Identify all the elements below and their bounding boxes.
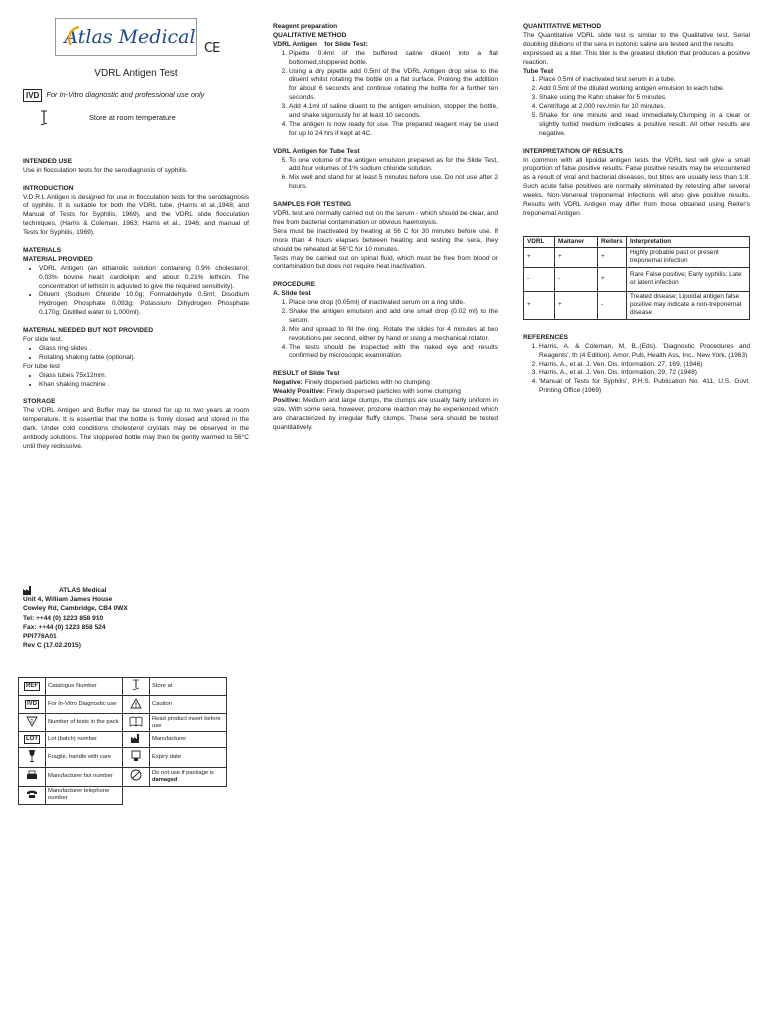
result-weak-label: Weakly Positive: [273, 388, 325, 396]
list-item: 6. Mix well and stand for at least 5 minutes before use. Do not use after 2 hours. [289, 174, 498, 192]
references-heading: REFERENCES [523, 333, 569, 341]
samples-para: VDRL test are normally carried out on the serum - which should be clear, and free from bacterial contamination or obvious haemolysis. [273, 210, 498, 226]
qualitative-heading: QUALITATIVE METHOD [273, 31, 347, 39]
table-cell: + [598, 247, 627, 267]
lot-icon: LOT [26, 736, 38, 743]
slide-items-list [23, 345, 249, 363]
list-item: 2. Using a dry pipette add 0.5ml of the VDRL Antigen drop wise to the diluent whilst rotating the bottle on a flat surface. Prolong the addition for about 6 seconds and continue rotating the bottle for a further ten seconds. [289, 68, 498, 104]
document-title: VDRL Antigen Test [94, 68, 178, 79]
table-cell [19, 696, 46, 714]
table-cell [150, 768, 227, 786]
storage-text: The VDRL Antigen and Buffer may be stored for up to two years at room temperature. It is essential that the bottle is firmly closed and stored in the dark. Under cold conditions cholesterol crystals may be observed in the antibody solutions. The stoppered bottle may then be gently warmed to 56°C until they redissolve. [23, 407, 249, 450]
table-cell [123, 732, 150, 748]
factory-icon [131, 734, 141, 743]
list-item: 1. Place 0.5ml of inactivated test serum in a tube. [539, 76, 750, 85]
result-positive-text: Medium and large clumps, the clumps are usually fairly uniform in size. With some sera, however, prozone reaction may be experienced which are characterized by irregular fluffy clumps. These sera should be tested quantitatively. [273, 397, 498, 431]
table-header: Reiters [598, 236, 627, 247]
table-row [19, 786, 227, 804]
glass-icon [28, 749, 36, 763]
table-cell: Catalogue Number [46, 678, 123, 696]
list-item: 2. Add 0.5ml of the diluted working antigen emulsion to each tube. [539, 85, 750, 94]
table-cell: Treated disease; Lipoidal antigen false positive may indicate a non-treponemal disease [627, 291, 750, 319]
list-item: • Khan shaking machine . [39, 381, 249, 390]
list-item: • Glass tubes 75x12mm. [39, 372, 249, 381]
table-cell: + [555, 247, 598, 267]
table-header: Interpretation [627, 236, 750, 247]
list-item: 4. The tests should be inspected with the naked eye and results confirmed by microscopic examination. [289, 344, 498, 362]
vdrl-slide-heading: VDRL Antigen for Slide Test: [273, 40, 368, 48]
manufacturer-line: Tel: ++44 (0) 1223 858 910 [23, 614, 104, 622]
phone-icon [26, 789, 38, 799]
table-cell: For In-Vitro Diagnostic use [46, 696, 123, 714]
materials-provided-heading: MATERIAL PROVIDED [23, 255, 93, 263]
introduction-heading: INTRODUCTION [23, 184, 74, 192]
manufacturer-line: Rev C (17.02.2015) [23, 642, 81, 650]
slide-test-label: For slide test. [23, 335, 63, 343]
table-row [524, 247, 750, 267]
references-list [523, 343, 750, 396]
list-item: 2. Harris, A., et al. J. Ven. Dis. Information. 27, 169, (1946) [539, 361, 750, 370]
not-provided-heading: MATERIAL NEEDED BUT NOT PROVIDED [23, 327, 154, 335]
table-cell: + [555, 291, 598, 319]
table-cell: Manufacturer fax number [46, 768, 123, 786]
result-heading: RESULT of Slide Test [273, 370, 340, 378]
table-cell [123, 748, 150, 768]
list-item: 2. Shake the antigen emulsion and add one small drop (0.02 ml) to the serum. [289, 308, 498, 326]
table-cell: Store at [150, 678, 227, 696]
samples-para: Sera must be inactivated by heating at 56 C for 30 minutes before use. If more than 4 hours elapses between heating and testing the sera, they should be reheated at 56°C for 10 minutes. [273, 227, 498, 253]
manufacturer-line: Unit 4, William James House [23, 596, 113, 604]
manufacturer-line: Cowley Rd, Cambridge, CB4 0WX [23, 605, 128, 613]
table-cell: + [598, 267, 627, 291]
column-middle [273, 23, 498, 433]
table-cell [19, 732, 46, 748]
table-row [19, 768, 227, 786]
brand-name: Atlas Medical [64, 25, 196, 48]
list-item: 4. 'Manual of Tests for Syphilis', P.H.S. Publication No. 411, U.S. Govt. Printing Office (1969) [539, 378, 750, 396]
result-positive-label: Positive: [273, 397, 301, 404]
manufacturer-name: ATLAS Medical [59, 587, 107, 594]
list-item: • Diluent (Sodium Chloride 10.0g; Formaldehyde 0.5ml; Disodium Hydrogen Phosphate 0.093g; Potassium Dihydrogen Phosphate 0.170g; Distilled water to 1,000ml). [39, 291, 249, 318]
factory-icon [23, 586, 33, 595]
list-item: • Glass ring slides . [39, 345, 249, 354]
damaged-text: damaged [152, 777, 178, 783]
ref-icon: REF [26, 683, 38, 690]
table-cell: Manufacturer [150, 732, 227, 748]
sigma-icon [26, 716, 38, 727]
brand-logo [55, 18, 197, 56]
table-cell: + [524, 247, 555, 267]
table-row [19, 678, 227, 696]
storage-note: Store at room temperature [89, 113, 176, 123]
table-cell: Expiry date [150, 748, 227, 768]
tube-items-list [23, 372, 249, 390]
list-item: • VDRL Antigen (an ethanolic solution containing 0.9% cholesterol; 0.03% bovine heart cardiolipin and about 0.21% lethicin. The concentration of lethicin is adjusted to give the required sensitivity). [39, 265, 249, 292]
table-cell: Rare False positive; Early syphilis; Late or latent infection [627, 267, 750, 291]
table-cell [19, 748, 46, 768]
table-row [524, 267, 750, 291]
thermometer-icon [132, 679, 140, 691]
list-item: 5. To one volume of the antigen emulsion prepared as for the Slide Test, add four volumes of 1% sodium chloride solution. [289, 157, 498, 175]
materials-heading: MATERIALS [23, 246, 61, 254]
tube-test-label: For tube test [23, 362, 61, 370]
table-cell: Manufacturer telephone number [46, 786, 123, 804]
quantitative-text: The Quantitative VDRL slide test is similar to the Qualitative test. Serial doubling dilutions of the sera in isotonic saline are tested and the results [523, 31, 750, 48]
result-negative-label: Negative: [273, 379, 303, 387]
interpretation-heading: INTERPRETATION OF RESULTS [523, 147, 624, 155]
intended-use-heading: INTENDED USE [23, 157, 73, 165]
column-right [523, 23, 750, 396]
slide-prep-steps [273, 50, 498, 139]
table-row [19, 714, 227, 732]
do-not-use-text: Do not use if package is [152, 769, 214, 776]
table-cell: Fragile, handle with care [46, 748, 123, 768]
table-cell [123, 678, 150, 696]
table-header: VDRL [524, 236, 555, 247]
procedure-steps [273, 299, 498, 361]
list-item: 1. Harris, A. & Coleman, M, B,.(Eds). 'Diagnostic Procedures and Reagents', th (4 Edition). Amor, Pub, Health Ass, Inc,. New York, (1963) [539, 343, 750, 361]
ivd-badge: IVD [23, 89, 42, 102]
intended-use-text: Use in flocculation tests for the serodiagnosis of syphilis. [23, 166, 188, 174]
table-cell: - [555, 267, 598, 291]
table-cell: - [524, 267, 555, 291]
list-item: 5. Shake for one minute and read immediately.Clumping in a clear or slightly turbid medium indicates a positive result. All other results are negative. [539, 112, 750, 139]
table-cell [123, 696, 150, 714]
table-row [19, 732, 227, 748]
hourglass-icon [131, 750, 141, 762]
table-header-row [524, 236, 750, 247]
introduction-text: V.D.R.L Antigen is designed for use in flocculation tests for the serodiagnosis of syphilis. It is suitable for both the VDRL tube, (Harris et al.,1948; and Manual of Tests for Syphilis, 1969), and the VDRL slide flocculation techniques, (Harris & Coleman, 1963; Harris et al., 1946; and manual of Tests for Syphilis, 1969). [23, 193, 249, 237]
table-cell [19, 768, 46, 786]
list-item: 4. The antigen is now ready for use. The prepared reagent may be used for up to 24 hrs if kept at 4C. [289, 121, 498, 139]
ce-mark: CE [204, 41, 220, 56]
table-row [19, 748, 227, 768]
result-weak-text: Finely dispersed particles with some clumping [326, 388, 461, 396]
table-cell: Number of tests in the pack [46, 714, 123, 732]
table-row [524, 291, 750, 319]
table-row [19, 696, 227, 714]
table-cell [123, 768, 150, 786]
result-negative-text: Finely dispersed particles with no clumping [304, 379, 430, 387]
result-positive [273, 397, 498, 433]
fax-icon [26, 770, 38, 780]
table-cell [123, 714, 150, 732]
table-cell [19, 714, 46, 732]
procedure-subheading: A. Slide test [273, 290, 311, 298]
reagent-heading: Reagent preparation [273, 23, 338, 30]
result-negative [273, 379, 498, 388]
table-cell: Read product insert before use [150, 714, 227, 732]
book-icon [129, 716, 143, 727]
symbols-table [18, 677, 227, 805]
manufacturer-block [23, 586, 128, 650]
list-item: 3. Shake using the Kahn shaker for 5 minutes. [539, 94, 750, 103]
result-weak [273, 388, 498, 397]
list-item: 1. Pipette 0.4ml of the buffered saline diluent into a flat bottomed,stoppered bottle. [289, 50, 498, 68]
table-header: Maitaner [555, 236, 598, 247]
interpretation-table [523, 236, 750, 320]
caution-icon [130, 698, 142, 709]
procedure-heading: PROCEDURE [273, 281, 316, 289]
interpretation-text: In common with all lipoidal antigen tests the VDRL test will give a small proportion of false positive results. False positive results may be encountered as a result of viral and bacterial diseases, but titres are usually less than 1:8. Such acute false positives are normally eliminated by retesting after several weeks. Non-Venereal treponemal infections will also give positive results. Results with VDRL Antigen may differ from those obtained using Reiter's treponemal Antigen. [523, 156, 750, 218]
list-item: 4. Centrifuge at 2,000 rev./min for 10 minutes. [539, 103, 750, 112]
manufacturer-line: PPI776A01 [23, 633, 57, 641]
table-cell: Highly probable past or present treponemal infection [627, 247, 750, 267]
table-cell: + [524, 291, 555, 319]
thermometer-icon [39, 110, 49, 128]
table-cell [19, 786, 46, 804]
list-item: 3. Harris, A., et al. J. Ven. Dis. Information, 29, 72 (1948) [539, 369, 750, 378]
list-item: • Rotating shaking table (optional). [39, 354, 249, 363]
ivd-icon: IVD [26, 701, 37, 708]
list-item: 3. Add 4.1ml of saline diuent to the antigen emulsion, stopper the bottle, and shake vigorously for at least 10 seconds. [289, 103, 498, 121]
table-cell: Lot (batch) number [46, 732, 123, 748]
vdrl-tube-heading: VDRL Antigen for Tube Test [273, 147, 360, 155]
tube-prep-steps [273, 157, 498, 193]
table-cell: - [598, 291, 627, 319]
manufacturer-name-row [23, 586, 128, 595]
quantitative-heading: QUANTITATIVE METHOD [523, 23, 602, 30]
list-item: 1. Place one drop (0.05ml) of inactivated serum on a ring slide. [289, 299, 498, 308]
do-not-use-icon [130, 769, 142, 781]
storage-heading: STORAGE [23, 398, 56, 406]
atlas-swoosh-icon [65, 25, 83, 47]
materials-provided-list [23, 265, 249, 318]
ivd-row [23, 89, 249, 102]
samples-para: Tests may be carried out on spinal fluid, which must be free from blood or contamination but does not require heat inactivation. [273, 254, 498, 271]
quantitative-text: expressed as a titer. This titer is the greatest dilution that produces a positive reaction. [523, 49, 750, 66]
table-cell: Caution [150, 696, 227, 714]
tube-test-steps [523, 76, 750, 138]
samples-heading: SAMPLES FOR TESTING [273, 201, 352, 209]
ivd-text: For In-Vitro diagnostic and professional use only [46, 89, 205, 99]
tube-test-heading: Tube Test [523, 67, 554, 75]
column-left [23, 18, 249, 452]
svg-text:Σ: Σ [30, 718, 34, 724]
storage-note-row [23, 110, 249, 128]
table-cell [19, 678, 46, 696]
manufacturer-line: Fax: ++44 (0) 1223 858 524 [23, 623, 106, 631]
list-item: 3. Mix and spread to fill the ring. Rotate the slides for 4 minutes at two revolutions per second, either by hand or using a mechanical rotator. [289, 326, 498, 344]
